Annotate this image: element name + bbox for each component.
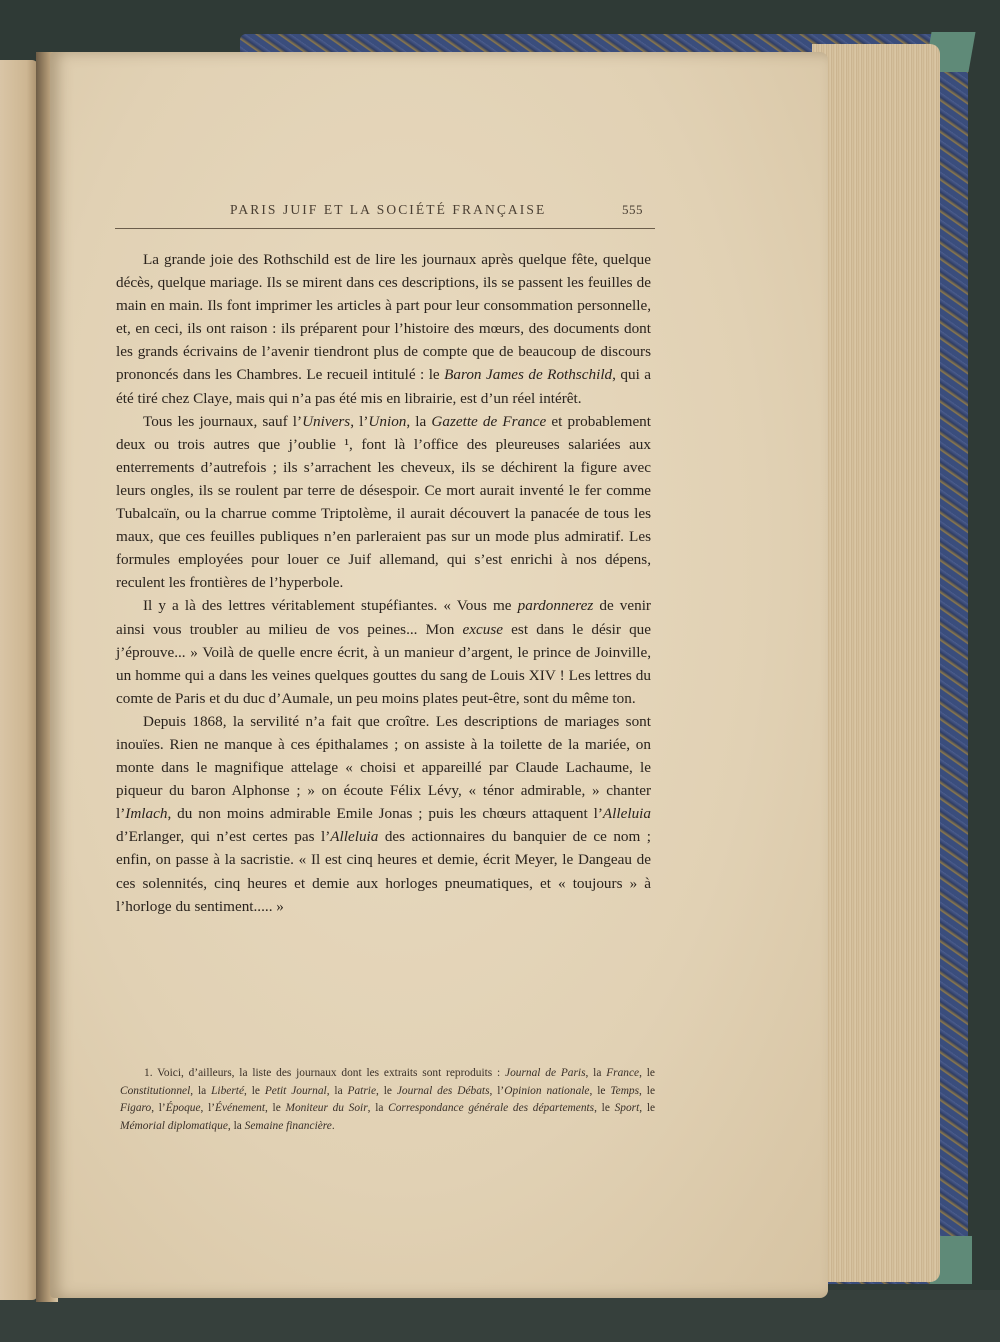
text-run: , l’ <box>489 1084 505 1097</box>
header-rule <box>115 228 655 229</box>
text-run: , le <box>639 1067 655 1079</box>
italic-title: Gazette de France <box>431 412 547 430</box>
previous-page-edge <box>0 60 38 1300</box>
italic-title: Alleluia <box>602 805 651 823</box>
italic-title: Alleluia <box>330 828 379 846</box>
text-run: La grande joie des Rothschild est de lire les journaux après quelque fête, quelque décès, quelque mariage. Ils se mirent dans ces descriptions, ils se passent les feuilles de main en main. Ils font imprimer les articles à part pour leur consommation personnelle, et, en ceci, ils ont raison : ils préparent pour l’histoire des mœurs, des documents dont les grands écrivains de l’avenir tiendront plus de compte que de beaucoup de discours prononcés dans les Chambres. Le recueil intitulé : le <box>116 251 651 384</box>
text-run: , l’ <box>151 1102 166 1114</box>
italic-title: pardonnerez <box>517 597 594 615</box>
footnote-text <box>120 1065 655 1135</box>
italic-title: Patrie <box>347 1084 377 1097</box>
text-run: , la <box>585 1067 607 1079</box>
italic-title: Figaro <box>120 1102 152 1114</box>
text-run: , la <box>326 1084 348 1097</box>
italic-title: Constitutionnel <box>120 1084 191 1097</box>
italic-title: Mémorial diplomatique <box>120 1119 228 1132</box>
text-run: de venir ainsi vous troubler au milieu de vos peines... Mon <box>116 597 651 638</box>
text-run: , le <box>589 1084 611 1097</box>
running-head: PARIS JUIF ET LA SOCIÉTÉ FRANÇAISE <box>230 202 547 217</box>
italic-title: Semaine financière <box>244 1119 332 1132</box>
paragraph <box>116 410 651 595</box>
italic-title: Imlach <box>125 805 168 823</box>
text-run: Tous les journaux, sauf l’ <box>143 412 303 430</box>
text-run: , le <box>639 1102 656 1114</box>
italic-title: Moniteur du Soir <box>285 1102 368 1114</box>
text-run: et probablement deux ou trois autres que j’oublie ¹, font là l’office des pleureuses salariées aux enterrements d’autrefois ; ils s’arrachent les cheveux, ils se déchirent la figure avec leurs ongles, ils se roulent par terre de désespoir. Ce mort aurait inventé le fer comme Tubalcaïn, ou la charrue comme Triptolème, il aurait découvert la panacée de tous les maux, que ces feuilles publiques n’en parleraient pas sur un mode plus admiratif. Les formules employées pour louer ce Juif allemand, qui s’est enrichi à nos dépens, reculent les frontières de l’hyperbole. <box>116 412 651 592</box>
italic-title: Baron James de Rothschild <box>444 366 613 384</box>
italic-title: France <box>606 1067 640 1079</box>
text-run: , la <box>367 1102 389 1114</box>
text-run: , la <box>406 412 432 430</box>
text-run: , le <box>265 1102 286 1114</box>
page-block-edges <box>812 44 940 1282</box>
body-text <box>116 248 651 918</box>
text-run: , la <box>190 1084 212 1097</box>
text-run: , l’ <box>200 1102 216 1114</box>
text-run: 1. Voici, d’ailleurs, la liste des journaux dont les extraits sont reproduits : <box>144 1067 506 1079</box>
italic-title: Liberté <box>211 1084 244 1097</box>
italic-title: Époque <box>165 1102 201 1114</box>
italic-title: Journal de Paris <box>505 1067 586 1079</box>
text-run: Il y a là des lettres véritablement stupéfiantes. « Vous me <box>143 597 518 615</box>
italic-title: Temps <box>610 1084 640 1097</box>
text-run: est dans le désir que j’éprouve... » Voilà de quelle encre écrit, à un manieur d’argent, le prince de Joinville, un homme qui a dans les veines quelques gouttes du sang de Louis XIV ! Les lettres du comte de Paris et du duc d’Aumale, un peu moins plates peut-être, sont du même ton. <box>116 620 651 707</box>
italic-title: Correspondance générale des départements <box>388 1102 595 1114</box>
italic-title: excuse <box>462 620 503 638</box>
italic-title: Union <box>368 412 407 430</box>
italic-title: Opinion nationale <box>504 1084 590 1097</box>
text-run: , le <box>594 1102 615 1114</box>
text-run: d’Erlanger, qui n’est certes pas l’ <box>116 828 331 846</box>
italic-title: Univers <box>302 412 351 430</box>
text-run: des actionnaires du banquier de ce nom ; enfin, on passe à la sacristie. « Il est cinq heures et demie, écrit Meyer, le Dangeau de ces solennités, cinq heures et demie aux horloges pneumatiques, et « toujours » à l’horloge du sentiment..... » <box>116 828 652 915</box>
italic-title: Petit Journal <box>264 1084 327 1097</box>
page-number: 555 <box>622 202 643 217</box>
text-run: , le <box>244 1084 265 1097</box>
text-run: , le <box>376 1084 397 1097</box>
paragraph <box>116 594 651 709</box>
italic-title: Événement <box>215 1102 266 1114</box>
italic-title: Journal des Débats <box>396 1084 490 1097</box>
text-run: , la <box>227 1119 245 1132</box>
paragraph <box>116 710 651 918</box>
italic-title: Sport <box>614 1102 640 1114</box>
paragraph <box>116 248 651 410</box>
text-run: , qui a été tiré chez Claye, mais qui n’a pas été mis en librairie, est d’un réel intérêt. <box>116 366 651 407</box>
text-run: . <box>331 1119 335 1132</box>
text-run: , le <box>639 1084 656 1097</box>
text-run: , l’ <box>350 412 369 430</box>
text-run: , du non moins admirable Emile Jonas ; puis les chœurs attaquent l’ <box>167 805 603 823</box>
text-run: Depuis 1868, la servilité n’a fait que croître. Les descriptions de mariages sont inouïes. Rien ne manque à ces épithalames ; on assiste à la toilette de la mariée, on monte dans le magnifique attelage « choisi et appareillé par Claude Lachaume, le piqueur du baron Alphonse ; » on écoute Félix Lévy, « ténor admirable, » chanter l’ <box>116 712 651 823</box>
footnote <box>120 1065 655 1135</box>
